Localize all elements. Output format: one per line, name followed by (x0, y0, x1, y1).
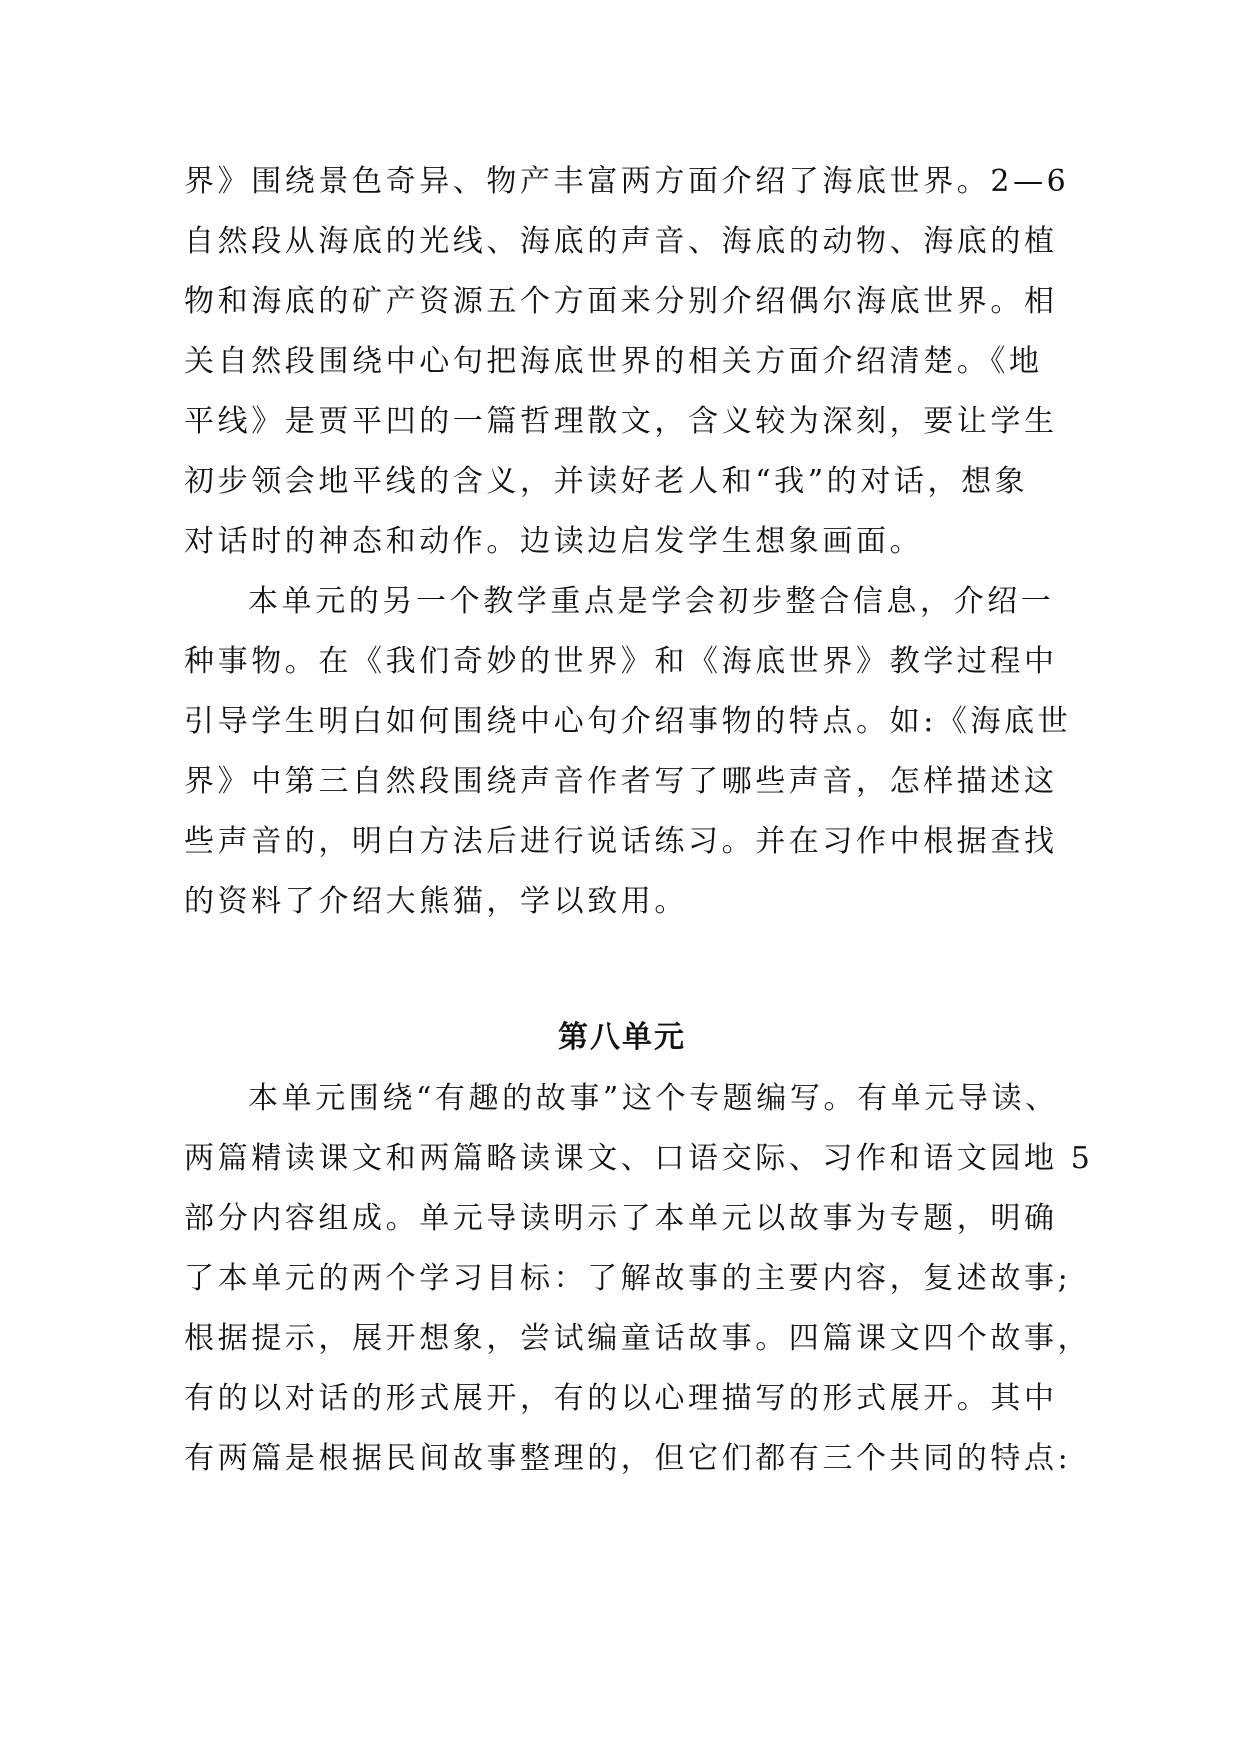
text-line: 有两篇是根据民间故事整理的，但它们都有三个共同的特点: (184, 1441, 1072, 1476)
text-line: 对话时的神态和动作。边读边启发学生想象画面。 (184, 524, 924, 559)
text-line: 自然段从海底的光线、海底的声音、海底的动物、海底的植 (184, 224, 1058, 259)
text-line: 有的以对话的形式展开，有的以心理描写的形式展开。其中 (184, 1381, 1058, 1416)
text-line: 的资料了介绍大熊猫，学以致用。 (184, 884, 688, 919)
section-heading: 第八单元 (558, 1020, 686, 1055)
text-line: 两篇精读课文和两篇略读课文、口语交际、习作和语文园地 5 (184, 1141, 1094, 1176)
text-line: 根据提示，展开想象，尝试编童话故事。四篇课文四个故事， (184, 1321, 1092, 1356)
paragraph-unit-eight-intro (184, 1069, 1094, 1489)
text-line: 了本单元的两个学习目标：了解故事的主要内容，复述故事; (184, 1261, 1072, 1296)
text-line: 平线》是贾平凹的一篇哲理散文，含义较为深刻，要让学生 (184, 404, 1058, 439)
paragraph-teaching-focus (184, 572, 1072, 932)
text-line: 部分内容组成。单元导读明示了本单元以故事为专题，明确 (184, 1201, 1058, 1236)
text-line: 些声音的，明白方法后进行说话练习。并在习作中根据查找 (184, 824, 1058, 859)
text-line: 种事物。在《我们奇妙的世界》和《海底世界》教学过程中 (184, 644, 1058, 679)
text-line: 本单元围绕“有趣的故事”这个专题编写。有单元导读、 (248, 1081, 1059, 1116)
text-line: 初步领会地平线的含义，并读好老人和“我”的对话，想象 (184, 464, 1029, 499)
document-body (184, 152, 1094, 1489)
text-line: 本单元的另一个教学重点是学会初步整合信息，介绍一 (248, 584, 1055, 619)
text-line: 引导学生明白如何围绕中心句介绍事物的特点。如:《海底世 (184, 704, 1072, 739)
text-line: 关自然段围绕中心句把海底世界的相关方面介绍清楚。《地 (184, 344, 1043, 379)
text-line: 物和海底的矿产资源五个方面来分别介绍偶尔海底世界。相 (184, 284, 1058, 319)
text-line: 界》围绕景色奇异、物产丰富两方面介绍了海底世界。2—6 (184, 164, 1070, 199)
paragraph-sea-world-continued (184, 152, 1070, 572)
text-line: 界》中第三自然段围绕声音作者写了哪些声音，怎样描述这 (184, 764, 1058, 799)
